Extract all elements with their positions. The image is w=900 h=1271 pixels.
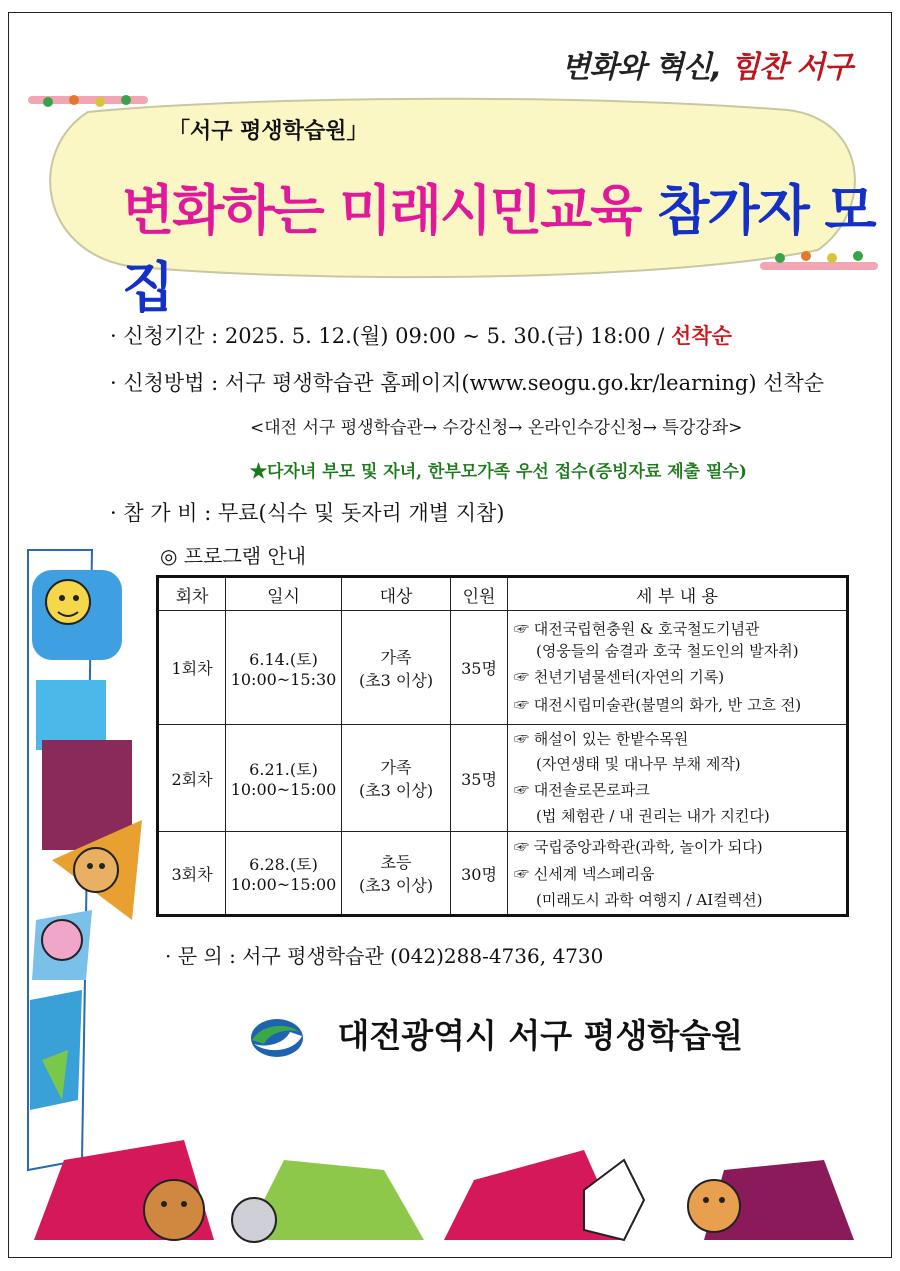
- slogan-part2: 힘찬 서구: [730, 50, 852, 85]
- header-target: 대상: [342, 577, 451, 611]
- count-cell: 35명: [451, 725, 508, 832]
- details-cell: [508, 611, 848, 725]
- application-path: <대전 서구 평생학습관→ 수강신청→ 온라인수강신청→ 특강강좌>: [250, 418, 743, 438]
- target-note: (초3 이상): [358, 876, 434, 895]
- header-datetime: 일시: [226, 577, 342, 611]
- detail-line: (자연생태 및 대나무 부채 제작): [536, 755, 741, 773]
- table-header-row: [158, 577, 848, 611]
- header-round: 회차: [158, 577, 226, 611]
- round-cell: 2회차: [158, 725, 226, 832]
- details-cell: [508, 725, 848, 832]
- date: 6.14.(토): [249, 649, 318, 669]
- header-count: 인원: [451, 577, 508, 611]
- participation-fee: · 참 가 비 : 무료(식수 및 돗자리 개별 지참): [110, 501, 505, 525]
- contact-info: · 문 의 : 서구 평생학습관 (042)288-4736, 4730: [165, 944, 604, 968]
- table-row: [158, 725, 848, 832]
- datetime-cell: [226, 832, 342, 916]
- organization-name: 대전광역시 서구 평생학습원: [337, 1016, 744, 1055]
- target-note: (초3 이상): [358, 670, 434, 690]
- application-method: · 신청방법 : 서구 평생학습관 홈페이지(www.seogu.go.kr/learning) 선착순: [110, 371, 825, 395]
- date: 6.21.(토): [249, 760, 318, 779]
- detail-line: (영웅들의 숨결과 호국 철도인의 발자취): [536, 641, 799, 660]
- seogu-logo-icon: [250, 1018, 304, 1058]
- banner-subtitle: 「서구 평생학습원」: [168, 119, 369, 144]
- date: 6.28.(토): [249, 855, 318, 874]
- table-row: [158, 611, 848, 725]
- header-details: 세 부 내 용: [508, 577, 848, 611]
- table-row: [158, 832, 848, 916]
- target: 초등: [380, 853, 412, 872]
- banner-title: [122, 168, 900, 322]
- detail-line: (법 체험관 / 내 권리는 내가 지킨다): [536, 807, 770, 825]
- bottom-decoration-illustration: [24, 1120, 864, 1250]
- organization: [250, 1010, 743, 1058]
- priority-note: ★다자녀 부모 및 자녀, 한부모가족 우선 접수(증빙자료 제출 필수): [250, 462, 747, 482]
- time: 10:00~15:30: [230, 669, 337, 689]
- detail-line: ☞ 대전솔로몬로파크: [514, 781, 650, 799]
- program-table: [156, 575, 849, 917]
- count-cell: 35명: [451, 611, 508, 725]
- target-note: (초3 이상): [358, 781, 434, 800]
- detail-line: ☞ 신세계 넥스페리움: [514, 865, 655, 883]
- detail-line: ☞ 해설이 있는 한밭수목원: [514, 730, 689, 748]
- target-cell: [342, 611, 451, 725]
- target: 가족: [380, 758, 412, 777]
- datetime-cell: [226, 725, 342, 832]
- banner-title-blue: 참가자 모집: [122, 179, 875, 319]
- round-cell: 1회차: [158, 611, 226, 725]
- first-come-note: 선착순: [671, 323, 732, 348]
- detail-line: ☞ 대전국립현충원 & 호국철도기념관: [514, 619, 760, 638]
- round-cell: 3회차: [158, 832, 226, 916]
- application-period-text: · 신청기간 : 2025. 5. 12.(월) 09:00 ~ 5. 30.(금) 18:00 /: [110, 324, 665, 348]
- left-decoration-illustration: [22, 540, 152, 1180]
- details-cell: [508, 832, 848, 916]
- detail-line: ☞ 대전시립미술관(불멸의 화가, 반 고흐 전): [514, 695, 802, 714]
- banner-title-pink: 변화하는 미래시민교육: [122, 179, 641, 242]
- time: 10:00~15:00: [230, 780, 337, 799]
- target-cell: [342, 832, 451, 916]
- application-period: [110, 320, 732, 350]
- datetime-cell: [226, 611, 342, 725]
- slogan-part1: 변화와 혁신,: [561, 50, 722, 85]
- time: 10:00~15:00: [230, 875, 337, 894]
- count-cell: 30명: [451, 832, 508, 916]
- target: 가족: [380, 647, 412, 667]
- target-cell: [342, 725, 451, 832]
- detail-line: ☞ 국립중앙과학관(과학, 놀이가 되다): [514, 838, 763, 856]
- detail-line: (미래도시 과학 여행지 / AI컬렉션): [536, 891, 763, 909]
- slogan: [561, 42, 852, 86]
- program-heading: ◎ 프로그램 안내: [160, 544, 307, 568]
- detail-line: ☞ 천년기념물센터(자연의 기록): [514, 667, 725, 686]
